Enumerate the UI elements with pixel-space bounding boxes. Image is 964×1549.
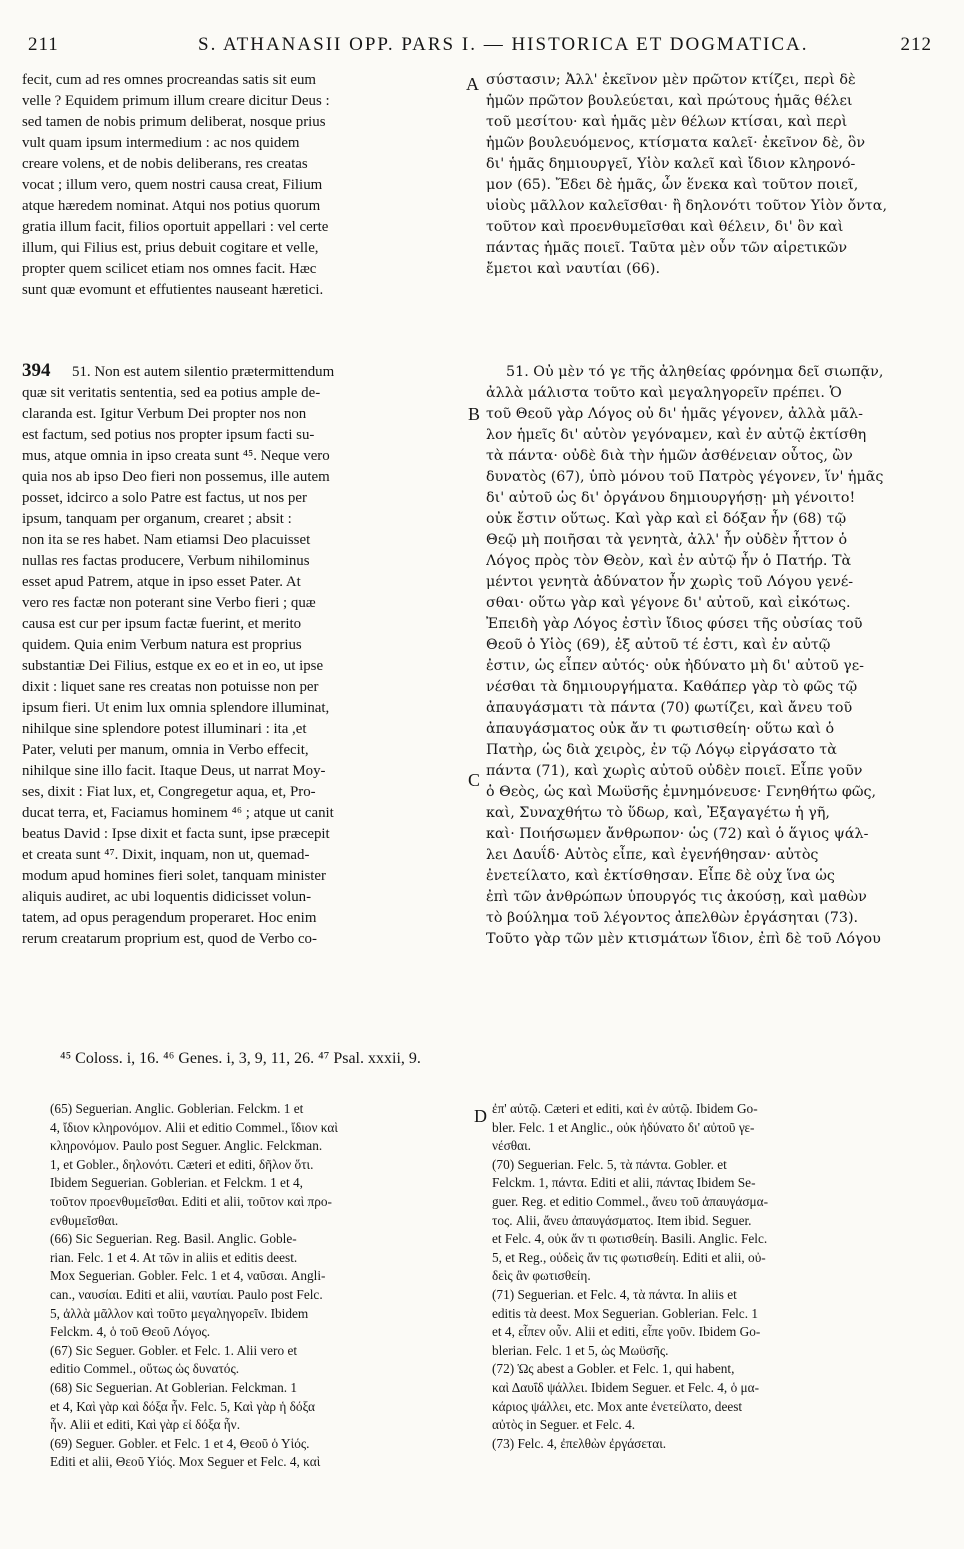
greek-text-line: ὁ Θεὸς, ὡς καὶ Μωϋσῆς ἐμνημόνευσε· Γενηθήτω φῶς, xyxy=(486,784,877,800)
latin-text-line: vocat ; illum vero, quem nostri causa creat, Filium xyxy=(22,177,323,193)
greek-text-line: ἀπαυγάσματος οὐκ ἄν τι φωτισθείη· οὕτω καὶ ὁ xyxy=(486,721,835,737)
footnote-line: can., ναυσίαι. Editi et alii, ναυτίαι. Paulo post Felc. xyxy=(50,1286,323,1302)
footnote-line: guer. Reg. et editio Commel., ἄνευ τοῦ ἀπαυγάσμα- xyxy=(492,1193,769,1209)
footnote-line: αὐτὸς in Seguer. et Felc. 4. xyxy=(492,1417,636,1433)
footnote-line: Felckm. 1, πάντα. Editi et alii, πάντας Ibidem Se- xyxy=(492,1175,756,1191)
footnote-line: δεὶς ἂν φωτισθείη. xyxy=(492,1268,591,1284)
greek-text-line: ἀπαυγάσματι τὰ πάντα (70) φωτίζει, καὶ ἄνευ τοῦ xyxy=(486,700,853,716)
latin-text-line: quia nos ab ipso Deo fieri non possemus, ille autem xyxy=(22,469,330,485)
latin-column-main xyxy=(22,362,467,1022)
latin-text-line: gratia illum facit, filios oportuit appellari : vel certe xyxy=(22,219,329,235)
greek-text-line: ἡμῶν πρῶτον βουλεύεται, καὶ πρώτους ἡμᾶς θέλει xyxy=(486,93,853,109)
footnote-line: (69) Seguer. Gobler. et Felc. 1 et 4, Θεοῦ ὁ Υἱός. xyxy=(50,1435,310,1451)
margin-letter-d: D xyxy=(474,1106,487,1126)
greek-text-line: δυνατὸς (67), ὑπὸ μόνου τοῦ Πατρὸς γέγονεν, ἵν' ἡμᾶς xyxy=(486,469,884,485)
footnote-line: 1, et Gobler., δηλονότι. Cæteri et editi, δῆλον ὅτι. xyxy=(50,1156,314,1172)
greek-text-line: καὶ, Συναχθήτω τὸ ὕδωρ, καὶ, Ἐξαγαγέτω ἡ γῆ, xyxy=(486,805,830,821)
greek-text-line: μον (65). Ἔδει δὲ ἡμᾶς, ὧν ἕνεκα καὶ τοῦτον ποιεῖ, xyxy=(486,177,859,193)
latin-text-line: tatem, ad opus peragendum properaret. Hoc enim xyxy=(22,910,317,926)
footnote-line: (70) Seguerian. Felc. 5, τὰ πάντα. Gobler. et xyxy=(492,1156,727,1172)
latin-text-line: ses, dixit : Fiat lux, et, Congregetur aqua, et, Pro- xyxy=(22,784,316,800)
latin-text-line: fecit, cum ad res omnes procreandas satis sit eum xyxy=(22,72,316,88)
greek-text-line: Πατὴρ, ὡς διὰ χειρὸς, ἐν τῷ Λόγῳ εἰργάσατο τὰ xyxy=(486,742,837,758)
greek-text-line: τοῦ Θεοῦ γὰρ Λόγος οὐ δι' ἡμᾶς γέγονεν, ἀλλὰ μᾶλ- xyxy=(486,406,863,422)
latin-text-line: ipsum fieri. Ut enim lux omnia splendore illuminat, xyxy=(22,700,330,716)
footnote-line: κάριος ψάλλει, etc. Mox ante ἐνετείλατο, deest xyxy=(492,1398,743,1414)
greek-text-line: μέντοι γενητὰ ἀδύνατον ἦν χωρὶς τοῦ Λόγου γενέ- xyxy=(486,574,854,590)
latin-text-line: creare volens, et de nobis deliberans, res creatas xyxy=(22,156,308,172)
footnote-line: (66) Sic Seguerian. Reg. Basil. Anglic. Goble- xyxy=(50,1231,297,1247)
footnote-line: (73) Felc. 4, ἐπελθὼν ἐργάσεται. xyxy=(492,1435,667,1451)
greek-text-line: ἐπὶ τῶν ἀνθρώπων ὑπουργός τις ἀκούσῃ, καὶ μαθὼν xyxy=(486,889,867,905)
latin-text-line: 51. Non est autem silentio prætermittendum xyxy=(72,364,335,380)
latin-text-line: atque hæredem nominat. Atqui nos potius quorum xyxy=(22,198,321,214)
footnote-line: (67) Sic Seguer. Gobler. et Felc. 1. Alii vero et xyxy=(50,1342,298,1358)
footnote-line: 5, et Reg., οὐδεὶς ἄν τις φωτισθείη. Editi et alii, οὐ- xyxy=(492,1249,766,1265)
greek-text-line: Θεῷ μὴ ποιῆσαι τὰ γενητὰ, ἀλλ' ἦν οὐδὲν ἧττον ὁ xyxy=(486,532,848,548)
greek-text-line: τὸ βούλημα τοῦ λέγοντος ἀπελθὼν ἐργάσηται (73). xyxy=(486,910,859,926)
latin-text-line: illum, qui Filius est, prius debuit cogitare et velle, xyxy=(22,240,319,256)
greek-text-line: Τοῦτο γὰρ τῶν μὲν κτισμάτων ἴδιον, ἐπὶ δὲ τοῦ Λόγου xyxy=(486,931,881,947)
footnote-line: ενθυμεῖσθαι. xyxy=(50,1212,119,1228)
latin-text-line: esset apud Patrem, atque in ipso esset Pater. At xyxy=(22,574,301,590)
footnote-line: (65) Seguerian. Anglic. Goblerian. Felckm. 1 et xyxy=(50,1101,304,1116)
greek-text-line: ἀλλὰ μάλιστα τοῦτο καὶ μεγαληγορεῖν πρέπει. Ὁ xyxy=(486,385,842,401)
greek-text-line: καὶ· Ποιήσωμεν ἄνθρωπον· ὡς (72) καὶ ὁ ἅγιος ψάλ- xyxy=(486,826,869,842)
greek-text-line: νέσθαι τὰ δημιουργήματα. Καθάπερ γὰρ τὸ φῶς τῷ xyxy=(486,679,858,695)
footnote-line: blerian. Felc. 1 et 5, ὡς Μωϋσῆς. xyxy=(492,1342,669,1358)
latin-text-line: non ita se res habet. Nam etiamsi Deo placuisset xyxy=(22,532,311,548)
greek-text-line: λει Δαυΐδ· Αὐτὸς εἶπε, καὶ ἐγενήθησαν· αὐτὸς xyxy=(486,847,819,863)
greek-text-line: σθαι· οὕτω γὰρ καὶ γέγονε δι' αὐτοῦ, καὶ εἰκότως. xyxy=(486,595,851,611)
footnote-line: et 4, Καὶ γὰρ καὶ δόξα ἦν. Felc. 5, Καὶ γὰρ ἡ δόξα xyxy=(50,1398,315,1414)
latin-text-line: rerum creatarum proprium est, quod de Verbo co- xyxy=(22,931,317,947)
latin-text-line: propter quem scilicet etiam nos omnes facit. Hæc xyxy=(22,261,317,277)
latin-text-line: aliquis audiret, ac ubi loquentis didicisset volun- xyxy=(22,889,312,905)
greek-text-line: ἐνετείλατο, καὶ ἐκτίσθησαν. Εἶπε δὲ οὐχ ἵνα ὡς xyxy=(486,868,835,884)
running-title: S. ATHANASII OPP. PARS I. — HISTORICA ET DOGMATICA. xyxy=(198,34,809,55)
running-header xyxy=(28,34,948,58)
greek-text-line: ἡμῶν βουλευόμενος, κτίσματα καλεῖ· ἐκεῖνον δὲ, ὃν xyxy=(486,135,866,151)
footnote-line: (72) Ὡς abest a Gobler. et Felc. 1, qui habent, xyxy=(492,1361,735,1377)
footnote-line: Mox Seguerian. Gobler. Felc. 1 et 4, ναῦσαι. Angli- xyxy=(50,1268,326,1284)
margin-letter-b: B xyxy=(468,404,481,424)
footnote-line: rian. Felc. 1 et 4. At τῶν in aliis et editis deest. xyxy=(50,1249,298,1265)
greek-text-line: οὐκ ἔστιν οὕτως. Καὶ γὰρ καὶ εἰ δόξαν ἦν (68) τῷ xyxy=(486,511,847,527)
footnotes-right xyxy=(492,1100,912,1500)
latin-text-line: est factum, sed potius nos propter ipsum facti su- xyxy=(22,427,315,443)
footnote-line: editis τὰ deest. Mox Seguerian. Goblerian. Felc. 1 xyxy=(492,1305,759,1321)
latin-text-line: sunt quæ evomunt et effutientes nauseant hæretici. xyxy=(22,282,324,298)
greek-column-top xyxy=(486,70,914,310)
latin-text-line: causa est cur per ipsum factæ fuerint, et merito xyxy=(22,616,302,632)
footnote-line: (71) Seguerian. et Felc. 4, τὰ πάντα. In aliis et xyxy=(492,1286,737,1302)
greek-text-line: Ἐπειδὴ γὰρ Λόγος ἐστὶν ἴδιος φύσει τῆς οὐσίας τοῦ xyxy=(486,616,863,632)
latin-text-line: et creata sunt ⁴⁷. Dixit, inquam, non ut, quemad- xyxy=(22,847,310,863)
footnote-line: ἐπ' αὐτῷ. Cæteri et editi, καὶ ἐν αὐτῷ. Ibidem Go- xyxy=(492,1101,758,1116)
greek-text-line: τοῦ μεσίτου· καὶ ἡμᾶς μὲν θέλων κτίσαι, καὶ περὶ xyxy=(486,114,848,130)
footnote-line: Editi et alii, Θεοῦ Υἱός. Mox Seguer et Felc. 4, καὶ xyxy=(50,1454,321,1470)
footnote-line: νέσθαι. xyxy=(492,1138,532,1154)
footnotes-left xyxy=(50,1100,472,1500)
latin-text-line: sed tamen de nobis primum deliberat, nosque prius xyxy=(22,114,326,130)
footnote-line: καὶ Δαυΐδ ψάλλει. Ibidem Seguer. et Felc. 4, ὁ μα- xyxy=(492,1379,760,1395)
latin-text-line: modum apud homines fieri solet, tanquam minister xyxy=(22,868,326,884)
latin-text-line: mus, atque omnia in ipso creata sunt ⁴⁵. Neque vero xyxy=(22,448,330,464)
footnote-line: τος. Alii, ἄνευ ἀπαυγάσματος. Item ibid. Seguer. xyxy=(492,1212,752,1228)
latin-text-line: vero res factæ non poterant sine Verbo fieri ; quæ xyxy=(22,595,316,611)
latin-text-line: quæ sit veritatis sententia, sed ea potius ample de- xyxy=(22,385,321,401)
latin-text-line: ipsum, tanquam per organum, crearet ; absit : xyxy=(22,511,292,527)
footnote-line: ἦν. Alii et editi, Καὶ γὰρ εἰ δόξα ἦν. xyxy=(50,1417,241,1433)
footnote-line: κληρονόμον. Paulo post Seguer. Anglic. Felckman. xyxy=(50,1138,323,1154)
latin-text-line: substantiæ Dei Filius, estque ex eo et in eo, ut ipse xyxy=(22,658,324,674)
footnote-line: 4, ἴδιον κληρονόμον. Alii et editio Commel., ἴδιον καὶ xyxy=(50,1119,338,1135)
latin-text-line: beatus David : Ipse dixit et facta sunt, ipse præcepit xyxy=(22,826,330,842)
footnote-line: editio Commel., οὕτως ὡς δυνατός. xyxy=(50,1361,240,1377)
margin-letter-a: A xyxy=(466,74,479,94)
page-number-left: 211 xyxy=(28,34,59,55)
footnote-line: (68) Sic Seguerian. At Goblerian. Felckman. 1 xyxy=(50,1379,298,1395)
latin-text-line: ducat terra, et, Faciamus hominem ⁴⁶ ; atque ut canit xyxy=(22,805,334,821)
greek-text-line: υἱοὺς μᾶλλον καλεῖσθαι· ἢ δηλονότι τοῦτον Υἱὸν ὄντα, xyxy=(486,198,888,214)
footnote-line: 5, ἀλλὰ μᾶλλον καὶ τοῦτο μεγαληγορεῖν. Ibidem xyxy=(50,1305,309,1321)
greek-text-line: ἐστιν, ὡς εἶπεν αὐτός· οὐκ ἠδύνατο μὴ δι' αὐτοῦ γε- xyxy=(486,658,864,674)
greek-text-line: δι' ἡμᾶς δημιουργεῖ, Υἱὸν καλεῖ καὶ ἴδιον κληρονό- xyxy=(486,156,856,172)
greek-text-line: πάντας ἡμᾶς ποιεῖ. Ταῦτα μὲν οὖν τῶν αἱρετικῶν xyxy=(486,240,848,256)
latin-text-line: vult quam ipsum intermedium : ac nos quidem xyxy=(22,135,300,151)
footnote-line: bler. Felc. 1 et Anglic., οὐκ ἠδύνατο δι' αὐτοῦ γε- xyxy=(492,1119,755,1135)
footnote-line: Ibidem Seguerian. Goblerian. et Felckm. 1 et 4, xyxy=(50,1175,303,1191)
scripture-references: ⁴⁵ Coloss. i, 16. ⁴⁶ Genes. i, 3, 9, 11, 26. ⁴⁷ Psal. xxxii, 9. xyxy=(60,1050,421,1067)
greek-text-line: δι' αὐτοῦ ὡς δι' ὀργάνου δημιουργήσῃ· μὴ γένοιτο! xyxy=(486,490,856,506)
margin-letter-c: C xyxy=(468,770,481,790)
footnote-line: et 4, εἶπεν οὖν. Alii et editi, εἶπε γοῦν. Ibidem Go- xyxy=(492,1324,761,1340)
latin-text-line: Pater, veluti per manum, omnia in Verbo effecit, xyxy=(22,742,309,758)
latin-text-line: claranda est. Igitur Verbum Dei propter nos non xyxy=(22,406,307,422)
footnote-line: et Felc. 4, οὐκ ἄν τι φωτισθείη. Basili. Anglic. Felc. xyxy=(492,1231,768,1247)
latin-text-line: posset, idcirco a solo Patre est factus, ut nos per xyxy=(22,490,307,506)
section-number: 394 xyxy=(22,360,51,381)
greek-text-line: τὰ πάντα· οὐδὲ διὰ τὴν ἡμῶν ἀσθένειαν οὗτος, ὢν xyxy=(486,448,853,464)
latin-text-line: velle ? Equidem primum illum creare dicitur Deus : xyxy=(22,93,330,109)
greek-text-line: τοῦτον καὶ προενθυμεῖσθαι καὶ θέλειν, δι' ὃν καὶ xyxy=(486,219,844,235)
latin-text-line: nihilque sine illo facit. Itaque Deus, ut narrat Moy- xyxy=(22,763,326,779)
greek-text-line: πάντα (71), καὶ χωρὶς αὐτοῦ οὐδὲν ποιεῖ. Εἶπε γοῦν xyxy=(486,763,863,779)
greek-text-line: σύστασιν; Ἀλλ' ἐκεῖνον μὲν πρῶτον κτίζει, περὶ δὲ xyxy=(486,72,856,88)
page-number-right: 212 xyxy=(900,34,932,55)
greek-text-line: λον ἡμεῖς δι' αὐτὸν γεγόναμεν, καὶ ἐν αὐτῷ ἐκτίσθη xyxy=(486,427,867,443)
greek-text-line: ἔμετοι καὶ ναυτίαι (66). xyxy=(486,261,661,277)
greek-text-line: Λόγος πρὸς τὸν Θεὸν, καὶ ἐν αὐτῷ ἦν ὁ Πατήρ. Τὰ xyxy=(486,553,852,569)
latin-column-top xyxy=(22,70,467,310)
latin-text-line: quidem. Quia enim Verbum natura est proprius xyxy=(22,637,302,653)
greek-text-line: 51. Οὐ μὲν τό γε τῆς ἀληθείας φρόνημα δεῖ σιωπᾷν, xyxy=(506,364,884,380)
latin-text-line: dixit : liquet sane res creatas non potuisse non per xyxy=(22,679,319,695)
greek-column-main xyxy=(486,362,914,1022)
footnote-line: Felckm. 4, ὁ τοῦ Θεοῦ Λόγος. xyxy=(50,1324,211,1340)
greek-text-line: Θεοῦ ὁ Υἱὸς (69), ἐξ αὐτοῦ τέ ἐστι, καὶ ἐν αὐτῷ xyxy=(486,637,831,653)
latin-text-line: nihilque sine splendore potest illuminari : ita ,et xyxy=(22,721,307,737)
footnote-line: τοῦτον προενθυμεῖσθαι. Editi et alii, τοῦτον καὶ προ- xyxy=(50,1193,332,1209)
latin-text-line: nullas res factas producere, Verbum nihilominus xyxy=(22,553,310,569)
